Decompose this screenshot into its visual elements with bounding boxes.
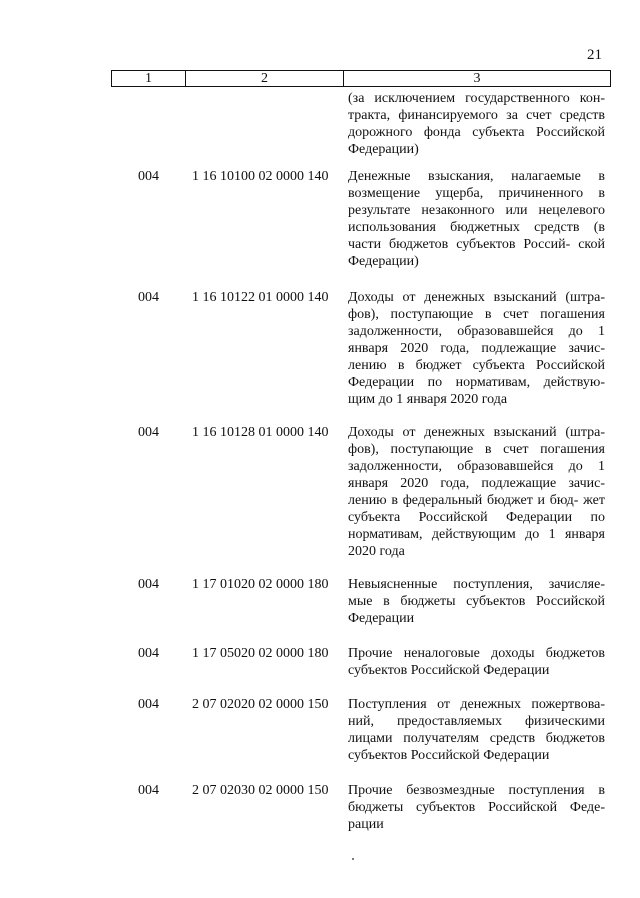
row-kbk: 1 16 10100 02 0000 140 — [192, 169, 329, 184]
row-text: Невыясненные поступления, зачисляе- мые в бюджеты субъектов Российской Федерации — [348, 577, 605, 626]
row-code: 004 — [138, 697, 159, 712]
row-kbk: 1 16 10122 01 0000 140 — [192, 290, 329, 305]
row-text: Доходы от денежных взысканий (штра- фов), поступающие в счет погашения задолженности, образовавшейся до 1 января 2020 года, подлежащие зачис- лению в федеральный бюджет и бюд- жет субъекта Российской Федерации по нормативам, действующим до 1 января 2020 года — [348, 425, 605, 559]
row-code: 004 — [138, 646, 159, 661]
column-header-2: 2 — [186, 71, 344, 87]
row-kbk: 2 07 02030 02 0000 150 — [192, 783, 329, 798]
row-kbk: 1 16 10128 01 0000 140 — [192, 425, 329, 440]
row-text: Доходы от денежных взысканий (штра- фов), поступающие в счет погашения задолженности, образовавшейся до 1 января 2020 года, подлежащие зачис- лению в бюджет субъекта Российской Федерации по нормативам, действую- щим до 1 января 2020 года — [348, 290, 605, 407]
page-number: 21 — [587, 47, 602, 63]
row-kbk: 1 17 01020 02 0000 180 — [192, 577, 329, 592]
continuation-text: (за исключением государственного кон- тракта, финансируемого за счет средств дорожного фонда субъекта Российской Федерации) — [348, 91, 605, 157]
row-code: 004 — [138, 169, 159, 184]
row-text: Денежные взыскания, налагаемые в возмещение ущерба, причиненного в результате незаконного или нецелевого использования бюджетных средств (в части бюджетов субъектов Россий- ской Федерации) — [348, 169, 605, 269]
column-header-3: 3 — [344, 71, 611, 87]
row-kbk: 2 07 02020 02 0000 150 — [192, 697, 329, 712]
row-code: 004 — [138, 290, 159, 305]
column-header-1: 1 — [112, 71, 186, 87]
row-kbk: 1 17 05020 02 0000 180 — [192, 646, 329, 661]
row-code: 004 — [138, 425, 159, 440]
row-text: Прочие безвозмездные поступления в бюджеты субъектов Российской Феде- рации — [348, 783, 605, 832]
row-text: Прочие неналоговые доходы бюджетов субъектов Российской Федерации — [348, 646, 605, 678]
row-code: 004 — [138, 577, 159, 592]
scan-dot — [352, 858, 354, 860]
row-text: Поступления от денежных пожертвова- ний, предоставляемых физическими лицами получателям средств бюджетов субъектов Российской Федерации — [348, 697, 605, 763]
column-header-table — [111, 70, 611, 87]
row-code: 004 — [138, 783, 159, 798]
column-header-row — [112, 71, 611, 87]
